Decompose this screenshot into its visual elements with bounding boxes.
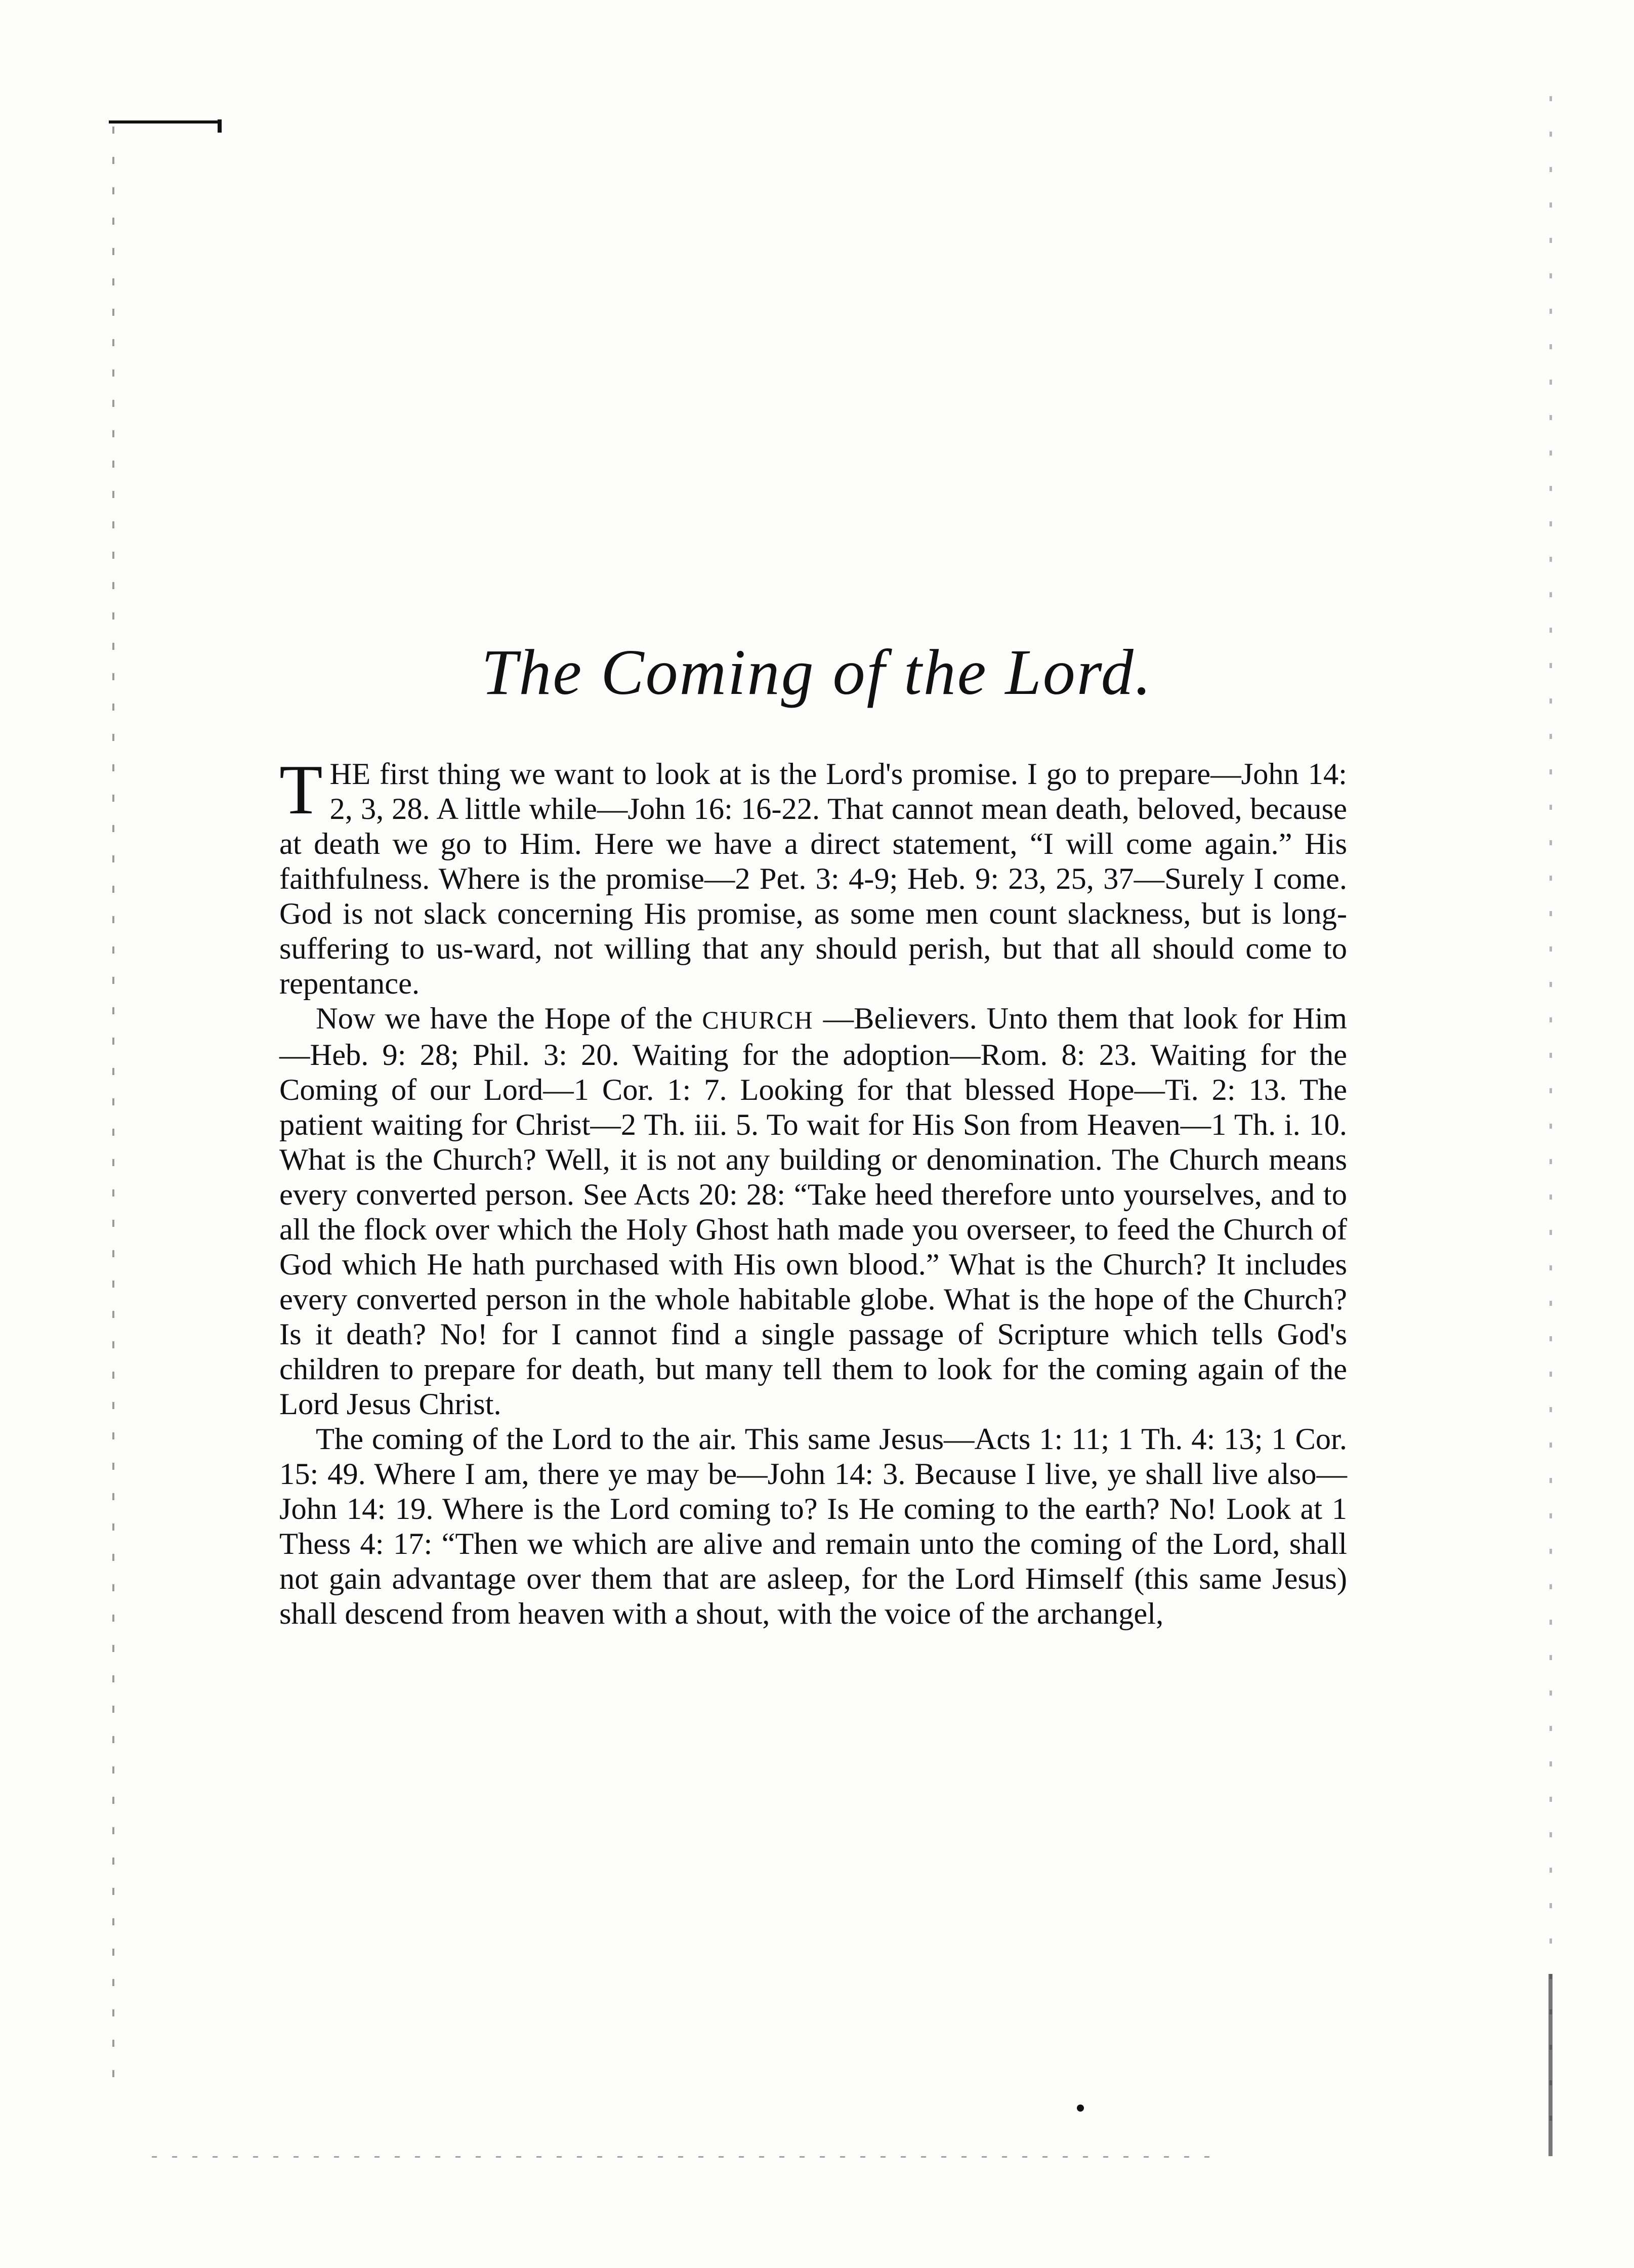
page-title: The Coming of the Lord. [481, 636, 1153, 708]
drop-cap: T [279, 751, 323, 829]
scan-border-bottom [152, 2156, 1214, 2158]
paragraph-2 [279, 1001, 1347, 1422]
body-text [279, 751, 1347, 1631]
paragraph-2-rest: —Believers. Unto them that look for Him—Heb. 9: 28; Phil. 3: 20. Waiting for the adoption—Rom. 8: 23. Waiting for the Coming of our Lord—1 Cor. 1: 7. Looking for that blessed Hope—Ti. 2: 13. The patient waiting for Christ—2 Th. iii. 5. To wait for His Son from Heaven—1 Th. i. 10. What is the Church? Well, it is not any building or denomination. The Church means every converted person. See Acts 20: 28: “Take heed therefore unto yourselves, and to all the flock over which the Holy Ghost hath made you overseer, to feed the Church of God which He hath purchased with His own blood.” What is the Church? It includes every converted person in the whole habitable globe. What is the hope of the Church? Is it death? No! for I cannot find a single passage of Scripture which tells God's children to prepare for death, but many tell them to look for the coming again of the Lord Jesus Christ. [279, 1002, 1347, 1421]
paragraph-2-start: Now we have the Hope of the [316, 1002, 702, 1036]
church-smallcaps: CHURCH [702, 1006, 814, 1034]
scan-border-top [109, 120, 220, 123]
paragraph-1 [279, 751, 1347, 1001]
scan-mark [218, 119, 222, 133]
paragraph-3: The coming of the Lord to the air. This same Jesus—Acts 1: 11; 1 Th. 4: 13; 1 Cor. 15: 49. Where I am, there ye may be—John 14: 3. Because I live, ye shall live also—John 14: 19. Where is the Lord coming to? Is He coming to the earth? No! Look at 1 Thess 4: 17: “Then we which are alive and remain unto the coming of the Lord, shall not gain advantage over them that are asleep, for the Lord Himself (this same Jesus) shall descend from heaven with a shout, with the voice of the archangel, [279, 1422, 1347, 1631]
paragraph-1-text: HE first thing we want to look at is the Lord's promise. I go to prepare—John 14: 2, 3, 28. A little while—John 16: 16-22. That cannot mean death, beloved, because at death we go to Him. Here we have a direct statement, “I will come again.” His faithfulness. Where is the promise—2 Pet. 3: 4-9; Heb. 9: 23, 25, 37—Surely I come. God is not slack concerning His promise, as some men count slackness, but is long-suffering to us-ward, not willing that any should perish, but that all should come to repentance. [279, 757, 1347, 1001]
ink-dot [1077, 2105, 1084, 2112]
scan-border-left [112, 127, 114, 2100]
scan-border-right [1549, 96, 1552, 2121]
scan-border-right-dark [1548, 1974, 1553, 2156]
